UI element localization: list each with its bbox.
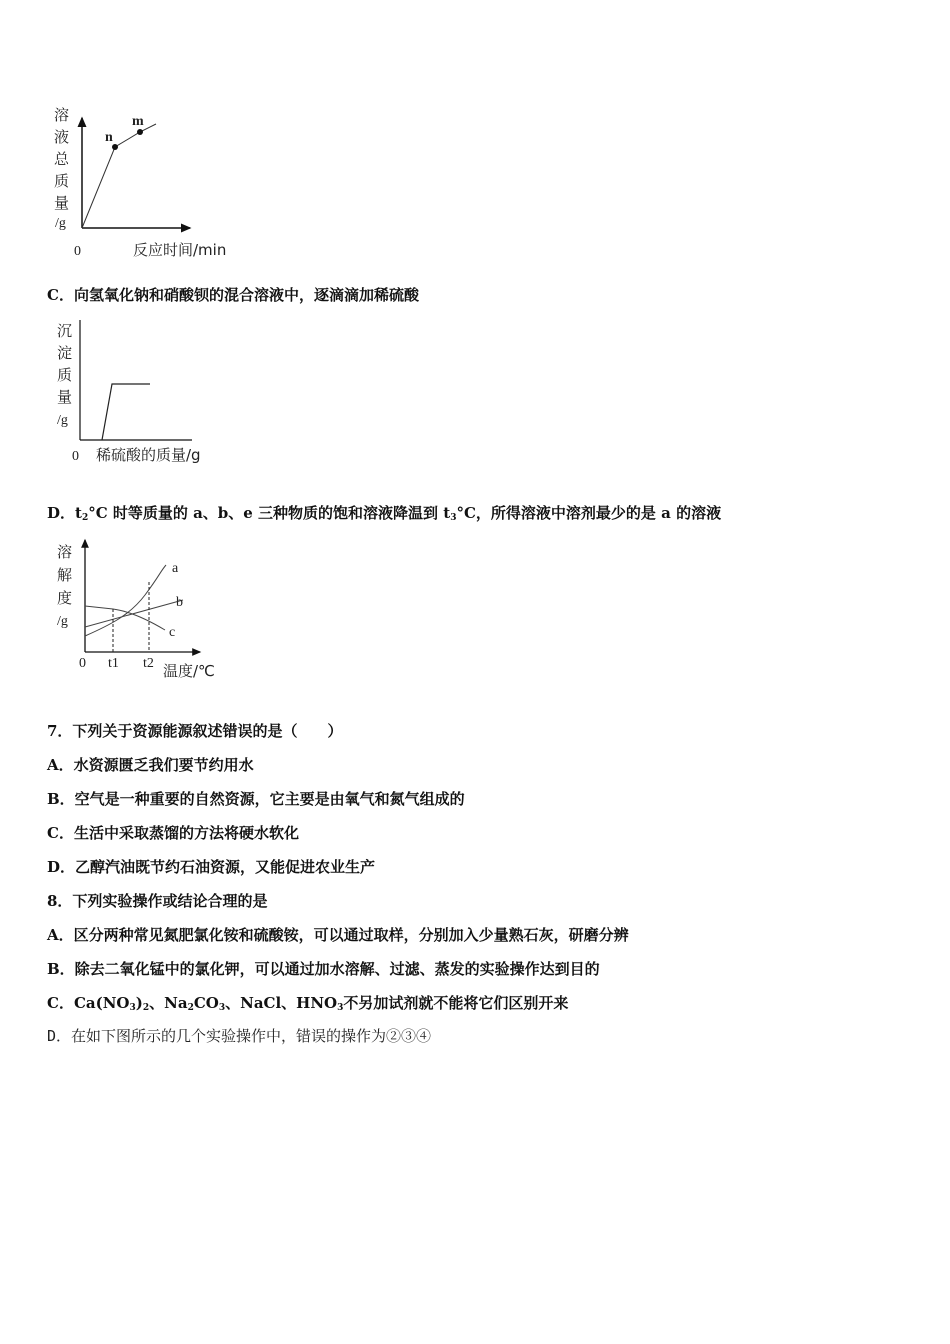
q7-option-a: A．水资源匮乏我们要节约用水 — [47, 756, 254, 774]
origin-label: 0 — [79, 656, 86, 671]
y-label-3: 总 — [54, 150, 70, 168]
y-label-3: 质 — [57, 366, 73, 384]
y-label-unit: /g — [55, 216, 66, 231]
x-axis-label: 反应时间/min — [133, 241, 227, 259]
q7-stem: 7．下列关于资源能源叙述错误的是（ ） — [47, 722, 343, 740]
q7-option-d: D．乙醇汽油既节约石油资源，又能促进农业生产 — [47, 858, 376, 876]
y-label-5: 量 — [54, 194, 70, 212]
y-label-1: 溶 — [57, 543, 73, 561]
curve-a-label: a — [172, 561, 179, 576]
q8-option-b: B．除去二氧化锰中的氯化钾，可以通过加水溶解、过滤、蒸发的实验操作达到目的 — [47, 960, 600, 978]
y-label-2: 解 — [57, 566, 73, 584]
y-label-unit: /g — [57, 413, 68, 428]
q7-option-b: B．空气是一种重要的自然资源，它主要是由氧气和氮气组成的 — [47, 790, 465, 808]
t2-label: t2 — [143, 656, 154, 671]
q8-option-c: C．$Ca(NO_3)_2$、$Na_2CO_3$、NaCl、$HNO_3$不另加试剂就不能将它们区别开来 — [47, 994, 569, 1013]
y-label-unit: /g — [57, 614, 68, 629]
q7-option-c: C．生活中采取蒸馏的方法将硬水软化 — [47, 824, 299, 842]
y-label-4: 量 — [57, 388, 73, 406]
y-label-2: 淀 — [57, 344, 73, 362]
curve-a — [85, 565, 166, 636]
curve-c-label: c — [169, 625, 176, 640]
option-c-text: C．向氢氧化钠和硝酸钡的混合溶液中，逐滴滴加稀硫酸 — [47, 286, 419, 304]
curve-b-label: b — [176, 595, 183, 610]
y-label-1: 沉 — [57, 322, 73, 340]
x-axis-label: 稀硫酸的质量/g — [96, 446, 201, 464]
y-label-1: 溶 — [54, 106, 70, 124]
curve-c — [85, 606, 165, 630]
point-m-label: m — [132, 114, 144, 129]
q8-option-d: D．在如下图所示的几个实验操作中，错误的操作为②③④ — [47, 1027, 432, 1045]
y-label-2: 液 — [54, 128, 70, 146]
y-label-3: 度 — [57, 589, 73, 607]
origin-label: 0 — [72, 449, 79, 464]
y-label-4: 质 — [54, 172, 70, 190]
curve-b — [85, 600, 183, 627]
t1-label: t1 — [108, 656, 119, 671]
origin-label: 0 — [74, 244, 81, 259]
x-axis-label: 温度/℃ — [163, 662, 215, 680]
point-n-label: n — [105, 130, 113, 145]
q8-option-a: A．区分两种常见氮肥氯化铵和硫酸铵，可以通过取样，分别加入少量熟石灰，研磨分辨 — [47, 926, 629, 944]
q8-stem: 8．下列实验操作或结论合理的是 — [47, 892, 268, 910]
option-d-text: D．$t_2^\circ C$ 时等质量的 a、b、e 三种物质的饱和溶液降温到 $t_3^\circ C$，所得溶液中溶剂最少的是 a 的溶液 — [47, 504, 722, 523]
